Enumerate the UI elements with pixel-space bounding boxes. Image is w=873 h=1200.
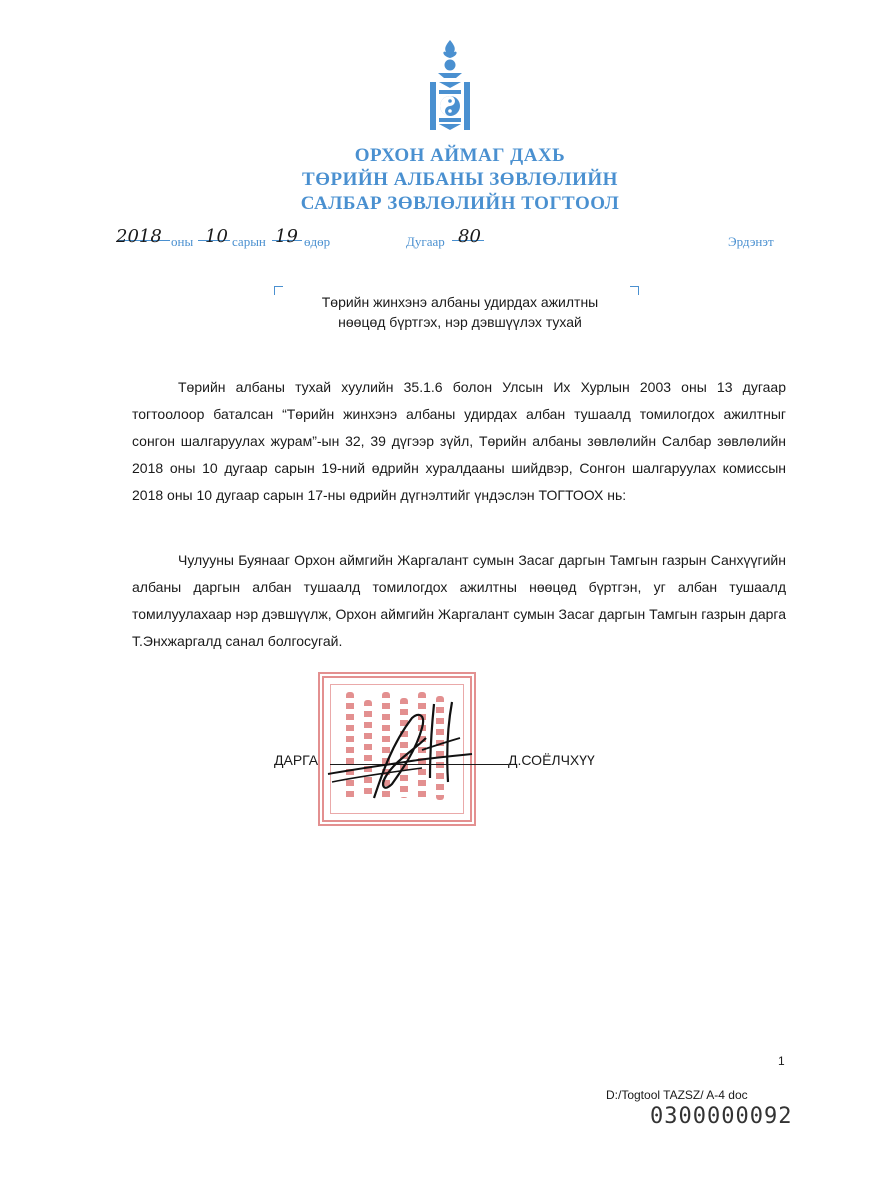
serial-number: 0300000092 (650, 1104, 793, 1129)
day-value: 19 (275, 226, 298, 247)
date-number-row (0, 226, 873, 256)
header-line-3: САЛБАР ЗӨВЛӨЛИЙН ТОГТООЛ (300, 193, 620, 214)
subject-line-2: нөөцөд бүртгэх, нэр дэвшүүлэх тухай (338, 314, 582, 330)
year-label: оны (171, 234, 194, 249)
body-paragraph-1: Төрийн албаны тухай хуулийн 35.1.6 болон Улсын Их Хурлын 2003 оны 13 дугаар тогтоолоор баталсан “Төрийн жинхэнэ албаны удирдах албан тушаалд томилогдох ажилтныг сонгон шалгаруулах журам”-ын 32, 39 дүгээр зүйл, Төрийн албаны зөвлөлийн Салбар зөвлөлийн 2018 оны 10 дугаар сарын 19-ний өдрийн хуралдааны шийдвэр, Сонгон шалгаруулах комиссын 2018 оны 10 дугаар сарын 17-ны өдрийн дүгнэлтийг үндэслэн ТОГТООХ нь: (132, 379, 786, 503)
header-line-1: ОРХОН АЙМАГ ДАХЬ (354, 145, 566, 166)
signatory-title: ДАРГА (274, 752, 319, 768)
subject-line-1: Төрийн жинхэнэ албаны удирдах ажилтны (321, 294, 599, 310)
month-label: сарын (232, 234, 266, 249)
subject-title (280, 292, 640, 332)
day-label: өдөр (304, 234, 331, 249)
file-path-footer: D:/Togtool TAZSZ/ A-4 doc (606, 1088, 748, 1102)
header-line-2: ТӨРИЙН АЛБАНЫ ЗӨВЛӨЛИЙН (302, 169, 618, 190)
signatory-name: Д.СОЁЛЧХҮҮ (508, 752, 595, 768)
number-value: 80 (458, 226, 481, 247)
month-value: 10 (205, 226, 228, 247)
body-paragraph-2: Чулууны Буянааг Орхон аймгийн Жаргалант сумын Засаг даргын Тамгын газрын Санхүүгийн албаны даргын албан тушаалд томилогдох ажилтны нөөцөд бүртгэн, уг албан тушаалд томилуулахаар нэр дэвшүүлж, Орхон аймгийн Жаргалант сумын Засаг даргын Тамгын газрын дарга Т.Энхжаргалд санал болгосугай. (132, 552, 786, 649)
location-label: Эрдэнэт (728, 234, 774, 249)
number-label: Дугаар (406, 234, 445, 249)
page-number: 1 (778, 1054, 785, 1068)
handwritten-signature (322, 694, 482, 804)
year-value: 2018 (116, 226, 162, 247)
soyombo-emblem-icon (428, 38, 472, 134)
document-header (250, 144, 670, 216)
